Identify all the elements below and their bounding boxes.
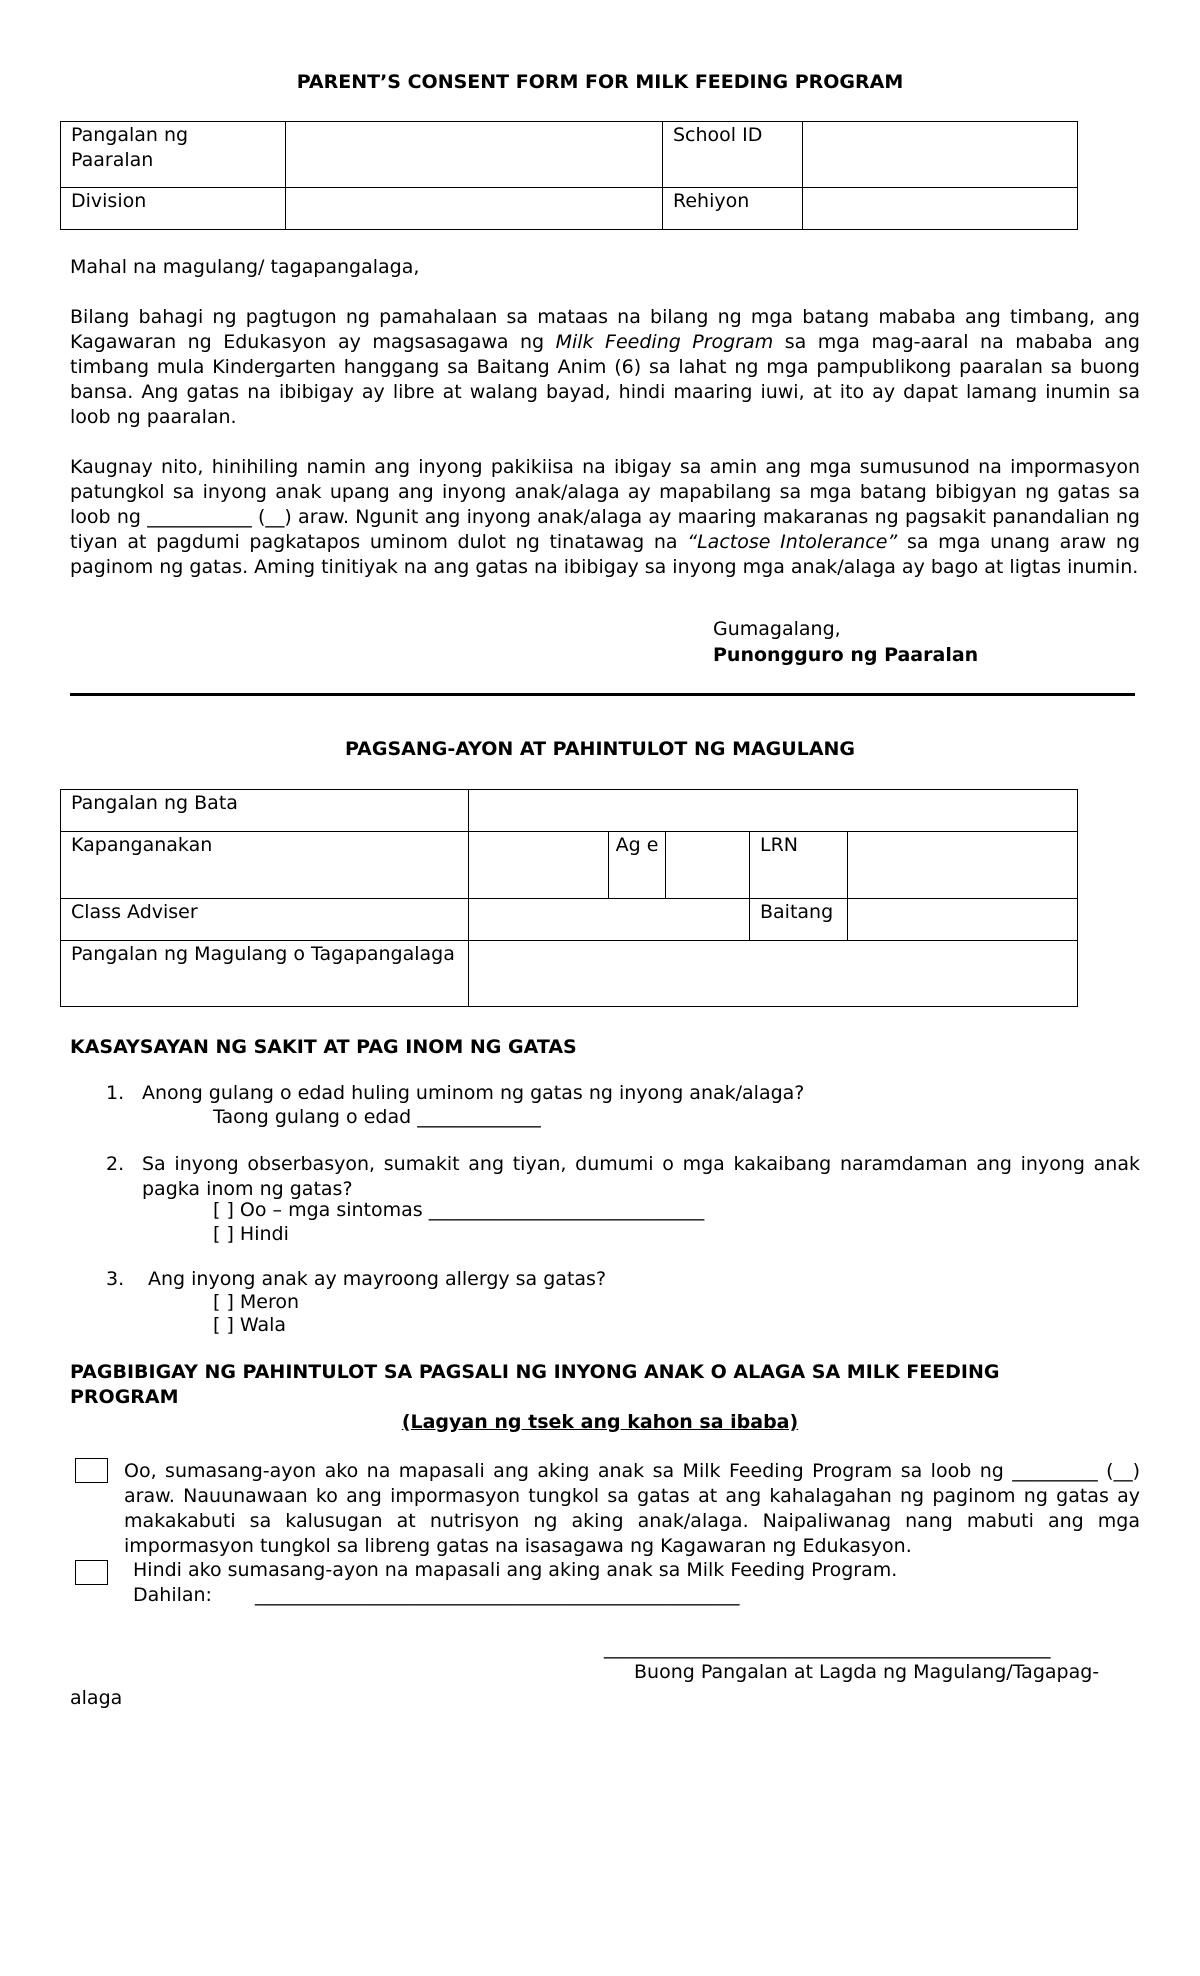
consent-no-text: Hindi ako sumasang-ayon na mapasali ang aking anak sa Milk Feeding Program. [133, 1559, 898, 1581]
closing: Gumagalang, [713, 618, 841, 640]
signature-label: Buong Pangalan at Lagda ng Magulang/Tagapag- [634, 1661, 1100, 1683]
consent-no-checkbox[interactable] [75, 1560, 108, 1585]
letter-paragraph-2: Kaugnay nito, hinihiling namin ang inyong pakikiisa na ibigay sa amin ang mga sumusunod na impormasyon patungkol sa inyong anak upang ang inyong anak/alaga ay mapabilang sa mga batang bibigyan ng gatas sa loob ng ___________ (__) araw. Ngunit ang inyong anak/alaga ay maaring makaranas ng pagsakit panandalian ng tiyan at pagdumi pagkatapos uminom dulot ng tinatawag na “Lactose Intolerance” sa mga unang araw ng paginom ng gatas. Aming tinitiyak na ang gatas na ibibigay sa inyong mga anak/alaga ay bago at ligtas inumin. [70, 456, 1140, 578]
school-id-label: School ID [663, 122, 803, 188]
age-field[interactable] [666, 832, 750, 899]
birthdate-label: Kapanganakan [61, 832, 469, 899]
q3-option-yes[interactable]: [ ] Meron [213, 1291, 300, 1313]
signature-label-continued: alaga [70, 1687, 123, 1709]
division-label: Division [61, 188, 286, 230]
region-label: Rehiyon [663, 188, 803, 230]
q1-number: 1. [106, 1082, 125, 1104]
adviser-field[interactable] [469, 899, 750, 941]
permission-heading: PAGBIBIGAY NG PAHINTULOT SA PAGSALI NG INYONG ANAK O ALAGA SA MILK FEEDING PROGRAM [70, 1361, 1000, 1408]
child-info-table [60, 789, 1078, 1007]
salutation: Mahal na magulang/ tagapangalaga, [70, 256, 420, 278]
birthdate-field[interactable] [469, 832, 609, 899]
q3-option-no[interactable]: [ ] Wala [213, 1314, 287, 1336]
q3-number: 3. [106, 1268, 125, 1290]
lrn-field[interactable] [848, 832, 1078, 899]
q2-number: 2. [106, 1153, 125, 1175]
reason-label: Dahilan: [133, 1584, 212, 1606]
parent-name-field[interactable] [469, 941, 1078, 1007]
reason-field[interactable]: ___________________________________________________ [255, 1584, 740, 1606]
history-heading: KASAYSAYAN NG SAKIT AT PAG INOM NG GATAS [70, 1036, 577, 1058]
signature-line[interactable]: _______________________________________________ [604, 1637, 1051, 1659]
q2-text: Sa inyong obserbasyon, sumakit ang tiyan, dumumi o mga kakaibang naramdaman ang inyong anak pagka inom ng gatas? [142, 1153, 1140, 1200]
region-field[interactable] [803, 188, 1078, 230]
school-id-field[interactable] [803, 122, 1078, 188]
consent-yes-checkbox[interactable] [75, 1458, 108, 1483]
consent-title: PAGSANG-AYON AT PAHINTULOT NG MAGULANG [344, 738, 856, 760]
parent-name-label: Pangalan ng Magulang o Tagapangalaga [61, 941, 469, 1007]
q2-option-yes[interactable]: [ ] Oo – mga sintomas _____________________________ [213, 1199, 705, 1221]
consent-yes-text: Oo, sumasang-ayon ako na mapasali ang aking anak sa Milk Feeding Program sa loob ng _________ (__) araw. Nauunawaan ko ang impormasyon tungkol sa gatas at ang kahalagahan ng paginom ng gatas ay makakabuti sa kalusugan at nutrisyon ng aking anak/alaga. Naipaliwanag nang mabuti ang mga impormasyon tungkol sa libreng gatas na isasagawa ng Kagawaran ng Edukasyon. [124, 1460, 1140, 1557]
grade-field[interactable] [848, 899, 1078, 941]
q3-text: Ang inyong anak ay mayroong allergy sa gatas? [148, 1268, 607, 1290]
child-name-label: Pangalan ng Bata [61, 790, 469, 832]
grade-label: Baitang [750, 899, 848, 941]
child-name-field[interactable] [469, 790, 1078, 832]
lrn-label: LRN [750, 832, 848, 899]
letter-paragraph-1: Bilang bahagi ng pagtugon ng pamahalaan sa mataas na bilang ng mga batang mababa ang timbang, ang Kagawaran ng Edukasyon ay magsasagawa ng Milk Feeding Program sa mga mag-aaral na mababa ang timbang mula Kindergarten hanggang sa Baitang Anim (6) sa lahat ng mga pampublikong paaralan sa buong bansa. Ang gatas na ibibigay ay libre at walang bayad, hindi maaring iuwi, at ito ay dapat lamang inumin sa loob ng paaralan. [70, 306, 1140, 428]
q2-option-no[interactable]: [ ] Hindi [213, 1223, 289, 1245]
school-name-field[interactable] [286, 122, 663, 188]
division-field[interactable] [286, 188, 663, 230]
school-info-table [60, 121, 1078, 230]
q1-answer[interactable]: Taong gulang o edad _____________ [213, 1106, 541, 1128]
permission-instruction: (Lagyan ng tsek ang kahon sa ibaba) [401, 1411, 799, 1433]
divider-rule [70, 693, 1135, 696]
form-title: PARENT’S CONSENT FORM FOR MILK FEEDING PROGRAM [296, 71, 904, 93]
signatory: Punongguro ng Paaralan [713, 644, 979, 666]
adviser-label: Class Adviser [61, 899, 469, 941]
school-name-label: Pangalan ng Paaralan [61, 122, 286, 188]
age-label: Ag e [609, 832, 666, 899]
q1-text: Anong gulang o edad huling uminom ng gatas ng inyong anak/alaga? [142, 1082, 805, 1104]
